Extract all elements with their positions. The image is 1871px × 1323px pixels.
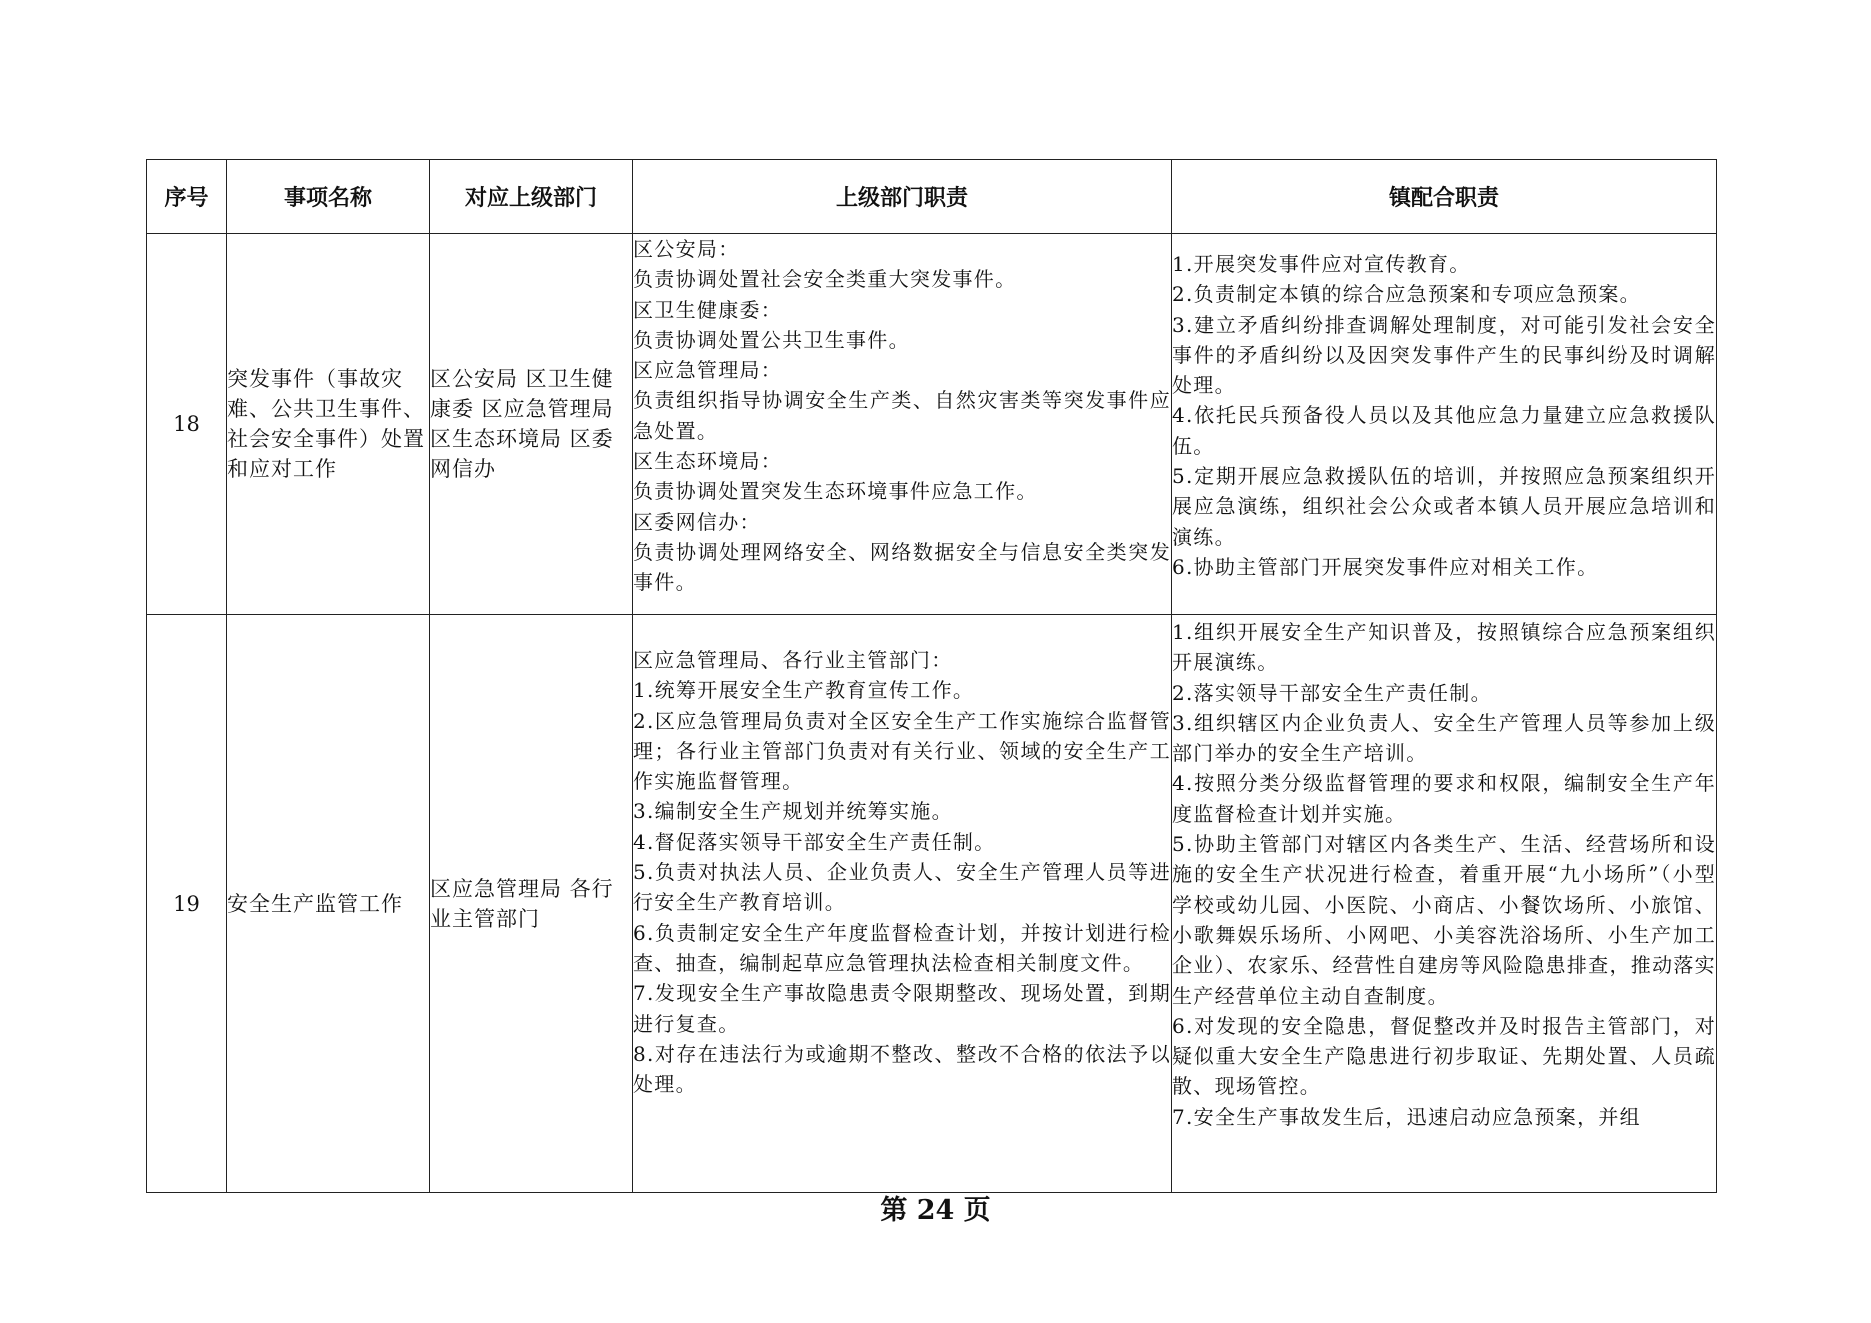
duty-line: 3.组织辖区内企业负责人、安全生产管理人员等参加上级部门举办的安全生产培训。 <box>1172 710 1716 766</box>
row-upper-dept: 区公安局 区卫生健康委 区应急管理局 区生态环境局 区委网信办 <box>430 234 633 615</box>
duty-line: 区应急管理局、各行业主管部门： <box>633 648 953 672</box>
row-upper-dept: 区应急管理局 各行业主管部门 <box>430 615 633 1193</box>
header-town-duty: 镇配合职责 <box>1172 160 1717 234</box>
duties-table <box>146 159 1717 1193</box>
duty-line: 负责组织指导协调安全生产类、自然灾害类等突发事件应急处置。 <box>633 388 1171 443</box>
duty-line: 5.定期开展应急救援队伍的培训，并按照应急预案组织开展应急演练，组织社会公众或者本镇人员开展应急培训和演练。 <box>1172 464 1716 549</box>
duty-line: 区卫生健康委： <box>633 297 783 322</box>
duty-line: 3.编制安全生产规划并统筹实施。 <box>633 799 953 824</box>
duty-line: 负责协调处理网络安全、网络数据安全与信息安全类突发事件。 <box>633 539 1171 595</box>
row-town-duty <box>1172 615 1717 1193</box>
row-item-name: 突发事件（事故灾难、公共卫生事件、社会安全事件）处置和应对工作 <box>227 234 430 615</box>
duty-line: 2.落实领导干部安全生产责任制。 <box>1172 680 1492 705</box>
duty-line: 4.督促落实领导干部安全生产责任制。 <box>633 829 996 854</box>
duty-line: 区公安局： <box>633 237 740 261</box>
duty-line: 负责协调处置突发生态环境事件应急工作。 <box>633 479 1038 504</box>
table-row <box>147 234 1717 615</box>
row-town-duty <box>1172 234 1717 615</box>
duty-line: 1.开展突发事件应对宣传教育。 <box>1172 252 1471 276</box>
row-upper-duty <box>633 615 1172 1193</box>
duty-line: 区应急管理局： <box>633 358 783 383</box>
duty-line: 负责协调处置社会安全类重大突发事件。 <box>633 267 1017 292</box>
header-upper-dept: 对应上级部门 <box>430 160 633 234</box>
header-item-name: 事项名称 <box>227 160 430 234</box>
duty-line: 7.发现安全生产事故隐患责令限期整改、现场处置，到期进行复查。 <box>633 981 1171 1036</box>
duty-line: 负责协调处置公共卫生事件。 <box>633 327 910 352</box>
duty-line: 2.负责制定本镇的综合应急预案和专项应急预案。 <box>1172 282 1641 307</box>
duty-line: 6.对发现的安全隐患，督促整改并及时报告主管部门，对疑似重大安全生产隐患进行初步取证、先期处置、人员疏散、现场管控。 <box>1172 1013 1716 1099</box>
duty-line: 7.安全生产事故发生后，迅速启动应急预案，并组 <box>1172 1104 1641 1129</box>
duty-line: 4.按照分类分级监督管理的要求和权限，编制安全生产年度监督检查计划并实施。 <box>1172 771 1716 826</box>
table-header-row <box>147 160 1717 234</box>
row-item-name: 安全生产监管工作 <box>227 615 430 1193</box>
page-number: 第 24 页 <box>880 1195 991 1226</box>
row-upper-duty <box>633 234 1172 615</box>
duty-line: 5.协助主管部门对辖区内各类生产、生活、经营场所和设施的安全生产状况进行检查，着重开展“九小场所”（小型学校或幼儿园、小医院、小商店、小餐饮场所、小旅馆、小歌舞娱乐场所、小网吧、小美容洗浴场所、小生产加工企业）、农家乐、经营性自建房等风险隐患排查，推动落实生产经营单位主动自查制度。 <box>1172 832 1716 1008</box>
header-seq: 序号 <box>147 160 227 234</box>
duty-line: 8.对存在违法行为或逾期不整改、整改不合格的依法予以处理。 <box>633 1041 1171 1097</box>
duty-line: 4.依托民兵预备役人员以及其他应急力量建立应急救援队伍。 <box>1172 403 1716 458</box>
duty-line: 6.协助主管部门开展突发事件应对相关工作。 <box>1172 554 1599 579</box>
row-seq: 19 <box>147 615 227 1193</box>
header-upper-duty: 上级部门职责 <box>633 160 1172 234</box>
row-seq: 18 <box>147 234 227 615</box>
duty-line: 6.负责制定安全生产年度监督检查计划，并按计划进行检查、抽查，编制起草应急管理执法检查相关制度文件。 <box>633 920 1171 975</box>
table-row <box>147 615 1717 1193</box>
duty-line: 3.建立矛盾纠纷排查调解处理制度，对可能引发社会安全事件的矛盾纠纷以及因突发事件产生的民事纠纷及时调解处理。 <box>1172 312 1716 398</box>
duty-line: 5.负责对执法人员、企业负责人、安全生产管理人员等进行安全生产教育培训。 <box>633 860 1171 915</box>
duty-line: 区委网信办： <box>633 509 761 534</box>
duty-line: 区生态环境局： <box>633 449 783 474</box>
duty-line: 2.区应急管理局负责对全区安全生产工作实施综合监督管理；各行业主管部门负责对有关行业、领域的安全生产工作实施监督管理。 <box>633 708 1171 794</box>
duty-line: 1.组织开展安全生产知识普及，按照镇综合应急预案组织开展演练。 <box>1172 620 1716 675</box>
duty-line: 1.统筹开展安全生产教育宣传工作。 <box>633 678 975 703</box>
